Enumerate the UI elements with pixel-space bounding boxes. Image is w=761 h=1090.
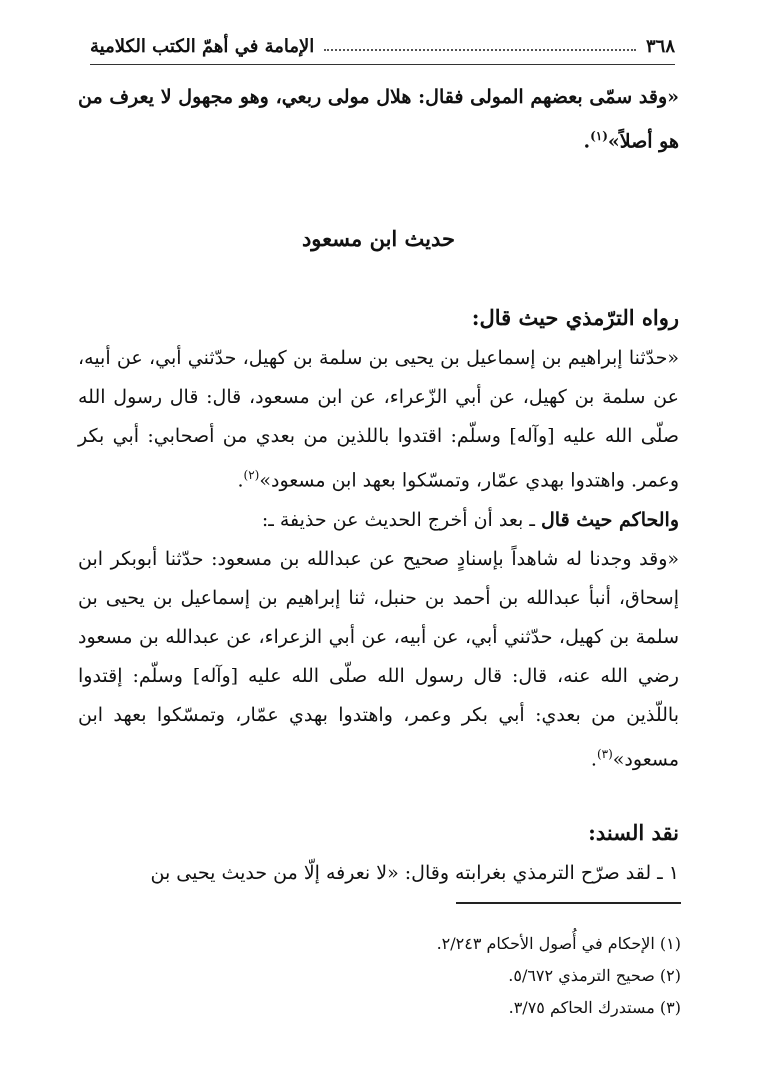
hakim-lead-rest: ـ بعد أن أخرج الحديث عن حذيفة ـ: bbox=[261, 508, 535, 531]
hakim-text: «وقد وجدنا له شاهداً بإسنادٍ صحيح عن عبدالله بن مسعود: حدّثنا أبوبكر ابن إسحاق، أنبأ عبدالله بن أحمد بن حنبل، ثنا إبراهيم بن إسماعيل بن يحيى بن سلمة بن كهيل، حدّثني أبي، عن أبيه، عن أبي الزعراء، عن عبدالله بن مسعود رضي الله عنه، قال: قال رسول الله صلّى الله عليه [وآله] وسلّم: إقتدوا باللّذين من بعدي: أبي بكر وعمر، واهتدوا بهدي عمّار، وتمسّكوا بعهد ابن مسعود» bbox=[78, 547, 679, 770]
header-dot-leader bbox=[324, 49, 636, 51]
tirmidhi-text: «حدّثنا إبراهيم بن إسماعيل بن يحيى بن سلمة بن كهيل، حدّثني أبي، عن أبيه، عن سلمة بن كهيل، عن أبي الزّعراء، عن ابن مسعود، قال: قال رسول الله صلّى الله عليه [وآله] وسلّم: اقتدوا باللذين من بعدي من أصحابي: أبي بكر وعمر. واهتدوا بهدي عمّار، وتمسّكوا بعهد ابن مسعود» bbox=[78, 347, 679, 492]
page-number: ٣٦٨ bbox=[645, 35, 675, 57]
footnotes bbox=[437, 928, 681, 1024]
section-title: حديث ابن مسعود bbox=[301, 226, 456, 252]
footnote-ref-2: (٢) bbox=[243, 468, 260, 483]
hakim-lead: والحاكم حيث قال bbox=[540, 508, 679, 531]
footnote-ref-1: (١) bbox=[590, 129, 608, 143]
tirmidhi-heading: رواه الترّمذي حيث قال: bbox=[471, 305, 679, 331]
footnote-separator bbox=[456, 902, 681, 904]
footnote-ref-3: (٣) bbox=[596, 746, 613, 761]
critique-item-1: ١ ـ لقد صرّح الترمذي بغرابته وقال: «لا نعرفه إلّا من حديث يحيى بن bbox=[150, 861, 679, 884]
hakim-hadith: «وقد وجدنا له شاهداً بإسنادٍ صحيح عن عبدالله بن مسعود: حدّثنا أبوبكر ابن إسحاق، أنبأ عبدالله بن أحمد بن حنبل، ثنا إبراهيم بن إسماعيل بن يحيى بن سلمة بن كهيل، حدّثني أبي، عن أبيه، عن أبي الزعراء، عن عبدالله بن مسعود رضي الله عنه، قال: قال رسول الله صلّى الله عليه [وآله] وسلّم: إقتدوا باللّذين من بعدي: أبي بكر وعمر، واهتدوا بهدي عمّار، وتمسّكوا بعهد ابن مسعود»$^{(٣)}$. bbox=[78, 547, 679, 770]
running-header bbox=[90, 28, 675, 65]
hakim-intro bbox=[78, 501, 679, 540]
intro-paragraph: «وقد سمّى بعضهم المولى فقال: هلال مولى ربعي، وهو مجهول لا يعرف من هو أصلاً»$^{(١)}$. bbox=[78, 86, 679, 153]
intro-text: «وقد سمّى بعضهم المولى فقال: هلال مولى ربعي، وهو مجهول لا يعرف من هو أصلاً» bbox=[78, 86, 679, 153]
footnote-2: (٢) صحيح الترمذي ٥/٦٧٢. bbox=[508, 966, 681, 985]
main-text bbox=[78, 78, 679, 893]
book-title: الإمامة في أهمّ الكتب الكلامية bbox=[90, 35, 315, 57]
tirmidhi-hadith: «حدّثنا إبراهيم بن إسماعيل بن يحيى بن سلمة بن كهيل، حدّثني أبي، عن أبيه، عن سلمة بن كهيل، عن أبي الزّعراء، عن ابن مسعود، قال: قال رسول الله صلّى الله عليه [وآله] وسلّم: اقتدوا باللذين من بعدي من أصحابي: أبي بكر وعمر. واهتدوا بهدي عمّار، وتمسّكوا بعهد ابن مسعود»$^{(٢)}$. bbox=[78, 347, 679, 492]
footnote-3: (٣) مستدرك الحاكم ٣/٧٥. bbox=[508, 998, 681, 1017]
critique-heading: نقد السند: bbox=[588, 819, 679, 845]
footnote-1: (١) الإحكام في أُصول الأحكام ٢/٢٤٣. bbox=[436, 934, 681, 953]
